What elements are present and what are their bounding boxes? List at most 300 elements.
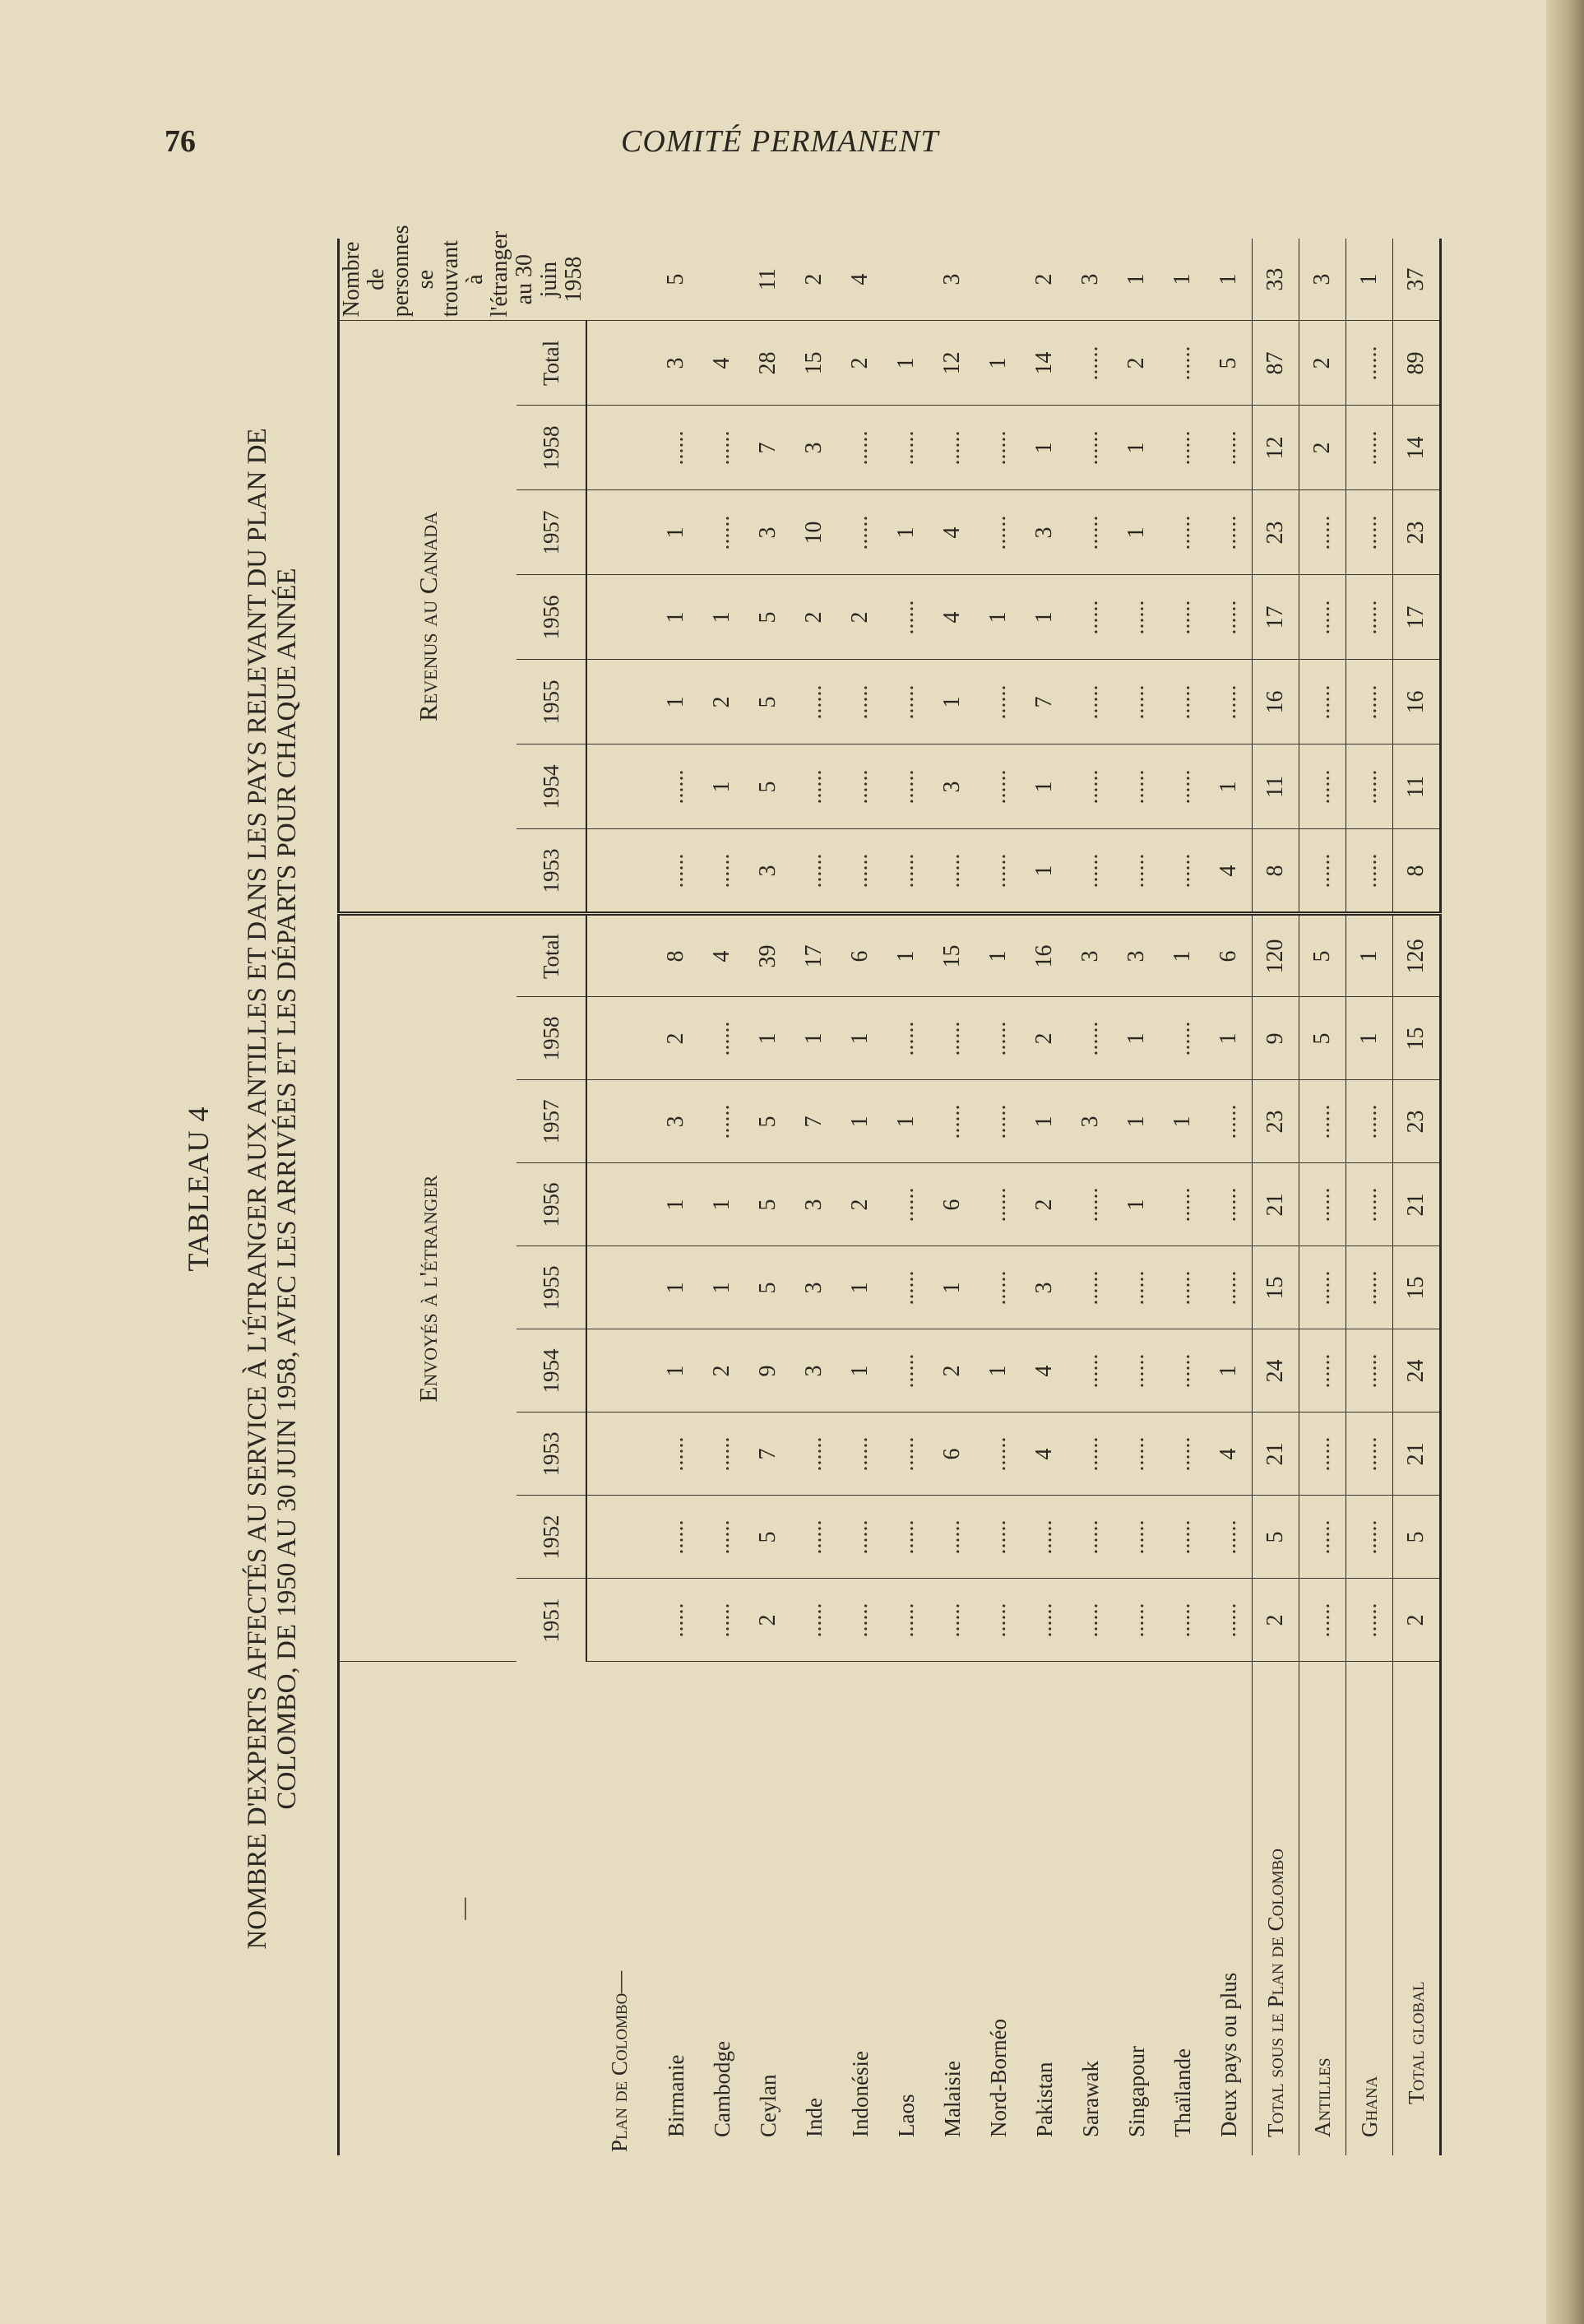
empty-mark: ...... bbox=[1169, 600, 1195, 635]
returned-value-cell bbox=[1346, 490, 1393, 575]
empty-mark: ...... bbox=[847, 684, 873, 720]
empty-mark: ...... bbox=[1309, 1603, 1335, 1638]
sent-value-cell bbox=[1346, 1246, 1393, 1329]
sent-value-cell: 3 bbox=[1114, 914, 1160, 997]
sent-year-header: 1957 bbox=[516, 1080, 586, 1163]
empty-mark: ...... bbox=[1077, 430, 1103, 466]
sent-value-cell: 5 bbox=[1393, 1496, 1441, 1579]
returned-value-cell bbox=[1068, 406, 1114, 490]
table-row bbox=[1160, 239, 1206, 2155]
returned-value-cell bbox=[883, 829, 929, 914]
empty-mark: ...... bbox=[847, 1603, 873, 1638]
table-row bbox=[929, 239, 975, 2155]
sent-value-cell bbox=[1114, 1496, 1160, 1579]
returned-value-cell bbox=[1206, 575, 1253, 660]
returned-value-cell bbox=[929, 406, 975, 490]
returned-value-cell bbox=[837, 660, 883, 745]
returned-value-cell bbox=[883, 745, 929, 829]
sent-value-cell: 5 bbox=[745, 1496, 791, 1579]
group-header-sent: Envoyés à l'étranger bbox=[339, 914, 517, 1662]
table-row bbox=[1114, 239, 1160, 2155]
returned-year-header: 1957 bbox=[516, 490, 586, 575]
empty-mark: ...... bbox=[1309, 1353, 1335, 1389]
empty-mark: ...... bbox=[1356, 1519, 1382, 1555]
empty-mark: ...... bbox=[1356, 1436, 1382, 1472]
row-label: Cambodge bbox=[709, 2041, 734, 2137]
sent-value-cell: 3 bbox=[653, 1080, 699, 1163]
sent-value-cell: 5 bbox=[745, 1080, 791, 1163]
sent-value-cell bbox=[883, 1163, 929, 1246]
sent-value-cell: 1 bbox=[1160, 1080, 1206, 1163]
persons-abroad-cell: 1 bbox=[1160, 239, 1206, 321]
returned-value-cell: 1 bbox=[1021, 575, 1068, 660]
sent-value-cell: 6 bbox=[1206, 914, 1253, 997]
sent-value-cell: 5 bbox=[745, 1246, 791, 1329]
sent-value-cell: 23 bbox=[1393, 1080, 1441, 1163]
persons-abroad-cell: 11 bbox=[745, 239, 791, 321]
returned-value-cell bbox=[1346, 745, 1393, 829]
empty-mark: ...... bbox=[1309, 1436, 1335, 1472]
row-label: Total sous le Plan de Colombo bbox=[1253, 1662, 1299, 2155]
sent-value-cell bbox=[1299, 1412, 1346, 1496]
table-row bbox=[883, 239, 929, 2155]
sent-value-cell bbox=[1068, 1579, 1114, 1662]
table-row bbox=[745, 239, 791, 2155]
sent-value-cell bbox=[883, 1329, 929, 1412]
returned-value-cell: 4 bbox=[929, 490, 975, 575]
empty-mark: ...... bbox=[893, 769, 919, 805]
empty-mark: ...... bbox=[1169, 346, 1195, 381]
table-body bbox=[586, 239, 1441, 2155]
empty-mark: ...... bbox=[893, 1436, 919, 1472]
empty-mark: ...... bbox=[1077, 1270, 1103, 1306]
persons-abroad-cell: 3 bbox=[1299, 239, 1346, 321]
sent-value-cell: 1 bbox=[653, 1163, 699, 1246]
row-label: Thaïlande bbox=[1169, 2048, 1195, 2137]
returned-value-cell: 2 bbox=[1114, 321, 1160, 406]
returned-value-cell bbox=[653, 745, 699, 829]
table-row bbox=[1393, 239, 1441, 2155]
returned-value-cell bbox=[837, 490, 883, 575]
empty-mark: ...... bbox=[663, 853, 688, 888]
persons-abroad-cell: 37 bbox=[1393, 239, 1441, 321]
row-label: Sarawak bbox=[1077, 2061, 1103, 2137]
sent-value-cell: 21 bbox=[1393, 1163, 1441, 1246]
empty-mark: ...... bbox=[1356, 346, 1382, 381]
empty-mark: ...... bbox=[663, 1436, 688, 1472]
persons-abroad-cell: 2 bbox=[1021, 239, 1068, 321]
blank-cell bbox=[586, 1329, 653, 1412]
empty-mark: ...... bbox=[1169, 853, 1195, 888]
empty-mark: ...... bbox=[985, 853, 1011, 888]
table-row bbox=[1068, 239, 1114, 2155]
sent-value-cell bbox=[975, 1412, 1021, 1496]
sent-value-cell bbox=[883, 1579, 929, 1662]
returned-value-cell: 3 bbox=[745, 829, 791, 914]
sent-value-cell bbox=[699, 1496, 745, 1579]
sent-value-cell: 1 bbox=[653, 1246, 699, 1329]
sent-value-cell: 3 bbox=[1068, 1080, 1114, 1163]
sent-value-cell bbox=[975, 1246, 1021, 1329]
returned-value-cell: 16 bbox=[1253, 660, 1299, 745]
sent-value-cell: 7 bbox=[745, 1412, 791, 1496]
returned-year-header: 1953 bbox=[516, 829, 586, 914]
returned-value-cell bbox=[1114, 829, 1160, 914]
table-row bbox=[837, 239, 883, 2155]
empty-mark: ...... bbox=[1123, 1603, 1149, 1638]
returned-value-cell bbox=[699, 406, 745, 490]
returned-value-cell bbox=[1160, 575, 1206, 660]
returned-value-cell: 17 bbox=[1253, 575, 1299, 660]
persons-abroad-cell: 3 bbox=[929, 239, 975, 321]
row-label: Ghana bbox=[1346, 1662, 1393, 2155]
empty-mark: ...... bbox=[1216, 1104, 1241, 1139]
sent-year-header: 1956 bbox=[516, 1163, 586, 1246]
empty-mark: ...... bbox=[1309, 684, 1335, 720]
empty-mark: ...... bbox=[1216, 515, 1241, 550]
sent-value-cell: 4 bbox=[1021, 1412, 1068, 1496]
returned-value-cell: 1 bbox=[883, 490, 929, 575]
sent-value-cell: 15 bbox=[1393, 997, 1441, 1080]
sent-value-cell: 5 bbox=[1299, 914, 1346, 997]
sent-value-cell bbox=[1299, 1329, 1346, 1412]
sent-value-cell: 15 bbox=[1393, 1246, 1441, 1329]
empty-mark: ...... bbox=[1356, 1603, 1382, 1638]
persons-abroad-cell: 1 bbox=[1206, 239, 1253, 321]
empty-mark: ...... bbox=[985, 1519, 1011, 1555]
blank-cell bbox=[586, 406, 653, 490]
sent-value-cell bbox=[929, 1080, 975, 1163]
sent-value-cell: 5 bbox=[1299, 997, 1346, 1080]
returned-value-cell: 1 bbox=[1114, 406, 1160, 490]
sent-value-cell bbox=[1114, 1246, 1160, 1329]
sent-value-cell: 4 bbox=[1206, 1412, 1253, 1496]
returned-value-cell bbox=[1068, 660, 1114, 745]
returned-value-cell bbox=[1160, 321, 1206, 406]
sent-value-cell: 1 bbox=[883, 914, 929, 997]
sent-value-cell bbox=[1299, 1080, 1346, 1163]
sent-value-cell: 2 bbox=[1253, 1579, 1299, 1662]
empty-mark: ...... bbox=[1077, 1353, 1103, 1389]
empty-mark: ...... bbox=[1356, 684, 1382, 720]
sent-value-cell bbox=[791, 1496, 837, 1579]
returned-year-header: 1956 bbox=[516, 575, 586, 660]
returned-value-cell: 23 bbox=[1253, 490, 1299, 575]
empty-mark: ...... bbox=[1123, 1436, 1149, 1472]
empty-mark: ...... bbox=[939, 1104, 965, 1139]
sent-value-cell: 15 bbox=[929, 914, 975, 997]
sent-value-cell bbox=[1346, 1329, 1393, 1412]
returned-value-cell bbox=[1160, 829, 1206, 914]
empty-mark: ...... bbox=[1356, 1270, 1382, 1306]
empty-mark: ...... bbox=[1077, 769, 1103, 805]
returned-value-cell bbox=[1160, 660, 1206, 745]
empty-mark: ...... bbox=[1169, 1519, 1195, 1555]
sent-value-cell: 1 bbox=[1114, 1163, 1160, 1246]
empty-mark: ...... bbox=[1077, 1603, 1103, 1638]
blank-cell bbox=[586, 239, 653, 321]
sent-value-cell bbox=[1299, 1579, 1346, 1662]
empty-mark: ...... bbox=[1077, 515, 1103, 550]
persons-abroad-cell bbox=[699, 239, 745, 321]
returned-value-cell: 1 bbox=[1206, 745, 1253, 829]
sent-value-cell bbox=[699, 1579, 745, 1662]
sent-value-cell: 21 bbox=[1253, 1163, 1299, 1246]
empty-mark: ...... bbox=[1309, 1270, 1335, 1306]
sent-value-cell: 1 bbox=[653, 1329, 699, 1412]
empty-mark: ...... bbox=[847, 430, 873, 466]
sent-value-cell bbox=[929, 1579, 975, 1662]
sent-year-header: 1953 bbox=[516, 1412, 586, 1496]
returned-value-cell: 15 bbox=[791, 321, 837, 406]
empty-mark: ...... bbox=[1123, 769, 1149, 805]
row-label: Inde bbox=[801, 2098, 827, 2137]
sent-value-cell: 3 bbox=[791, 1246, 837, 1329]
empty-mark: ...... bbox=[1356, 1187, 1382, 1222]
empty-mark: ...... bbox=[939, 1603, 965, 1638]
returned-value-cell: 2 bbox=[837, 575, 883, 660]
sent-value-cell: 23 bbox=[1253, 1080, 1299, 1163]
empty-mark: ...... bbox=[1123, 1353, 1149, 1389]
returned-value-cell: 1 bbox=[1021, 829, 1068, 914]
returned-value-cell: 2 bbox=[837, 321, 883, 406]
sent-value-cell bbox=[975, 1496, 1021, 1579]
sent-value-cell bbox=[1299, 1496, 1346, 1579]
sent-value-cell bbox=[1160, 1329, 1206, 1412]
sent-value-cell: 1 bbox=[1206, 997, 1253, 1080]
empty-mark: ...... bbox=[985, 684, 1011, 720]
empty-mark: ...... bbox=[1031, 1603, 1057, 1638]
sent-value-cell bbox=[699, 1080, 745, 1163]
returned-value-cell bbox=[699, 829, 745, 914]
empty-mark: ...... bbox=[985, 1021, 1011, 1056]
sent-value-cell: 2 bbox=[1393, 1579, 1441, 1662]
empty-mark: ...... bbox=[939, 1519, 965, 1555]
empty-mark: ...... bbox=[893, 1021, 919, 1056]
returned-value-cell bbox=[1299, 660, 1346, 745]
empty-mark: ...... bbox=[893, 1603, 919, 1638]
sent-value-cell bbox=[1068, 997, 1114, 1080]
sent-value-cell: 21 bbox=[1393, 1412, 1441, 1496]
returned-value-cell bbox=[883, 575, 929, 660]
sent-value-cell: 2 bbox=[1021, 1163, 1068, 1246]
returned-value-cell: 1 bbox=[975, 321, 1021, 406]
empty-mark: ...... bbox=[1216, 1270, 1241, 1306]
returned-value-cell bbox=[1346, 575, 1393, 660]
sent-value-cell: 2 bbox=[653, 997, 699, 1080]
sent-value-cell bbox=[929, 1496, 975, 1579]
returned-value-cell: 87 bbox=[1253, 321, 1299, 406]
empty-mark: ...... bbox=[893, 1353, 919, 1389]
returned-value-cell bbox=[653, 406, 699, 490]
sent-value-cell: 1 bbox=[975, 1329, 1021, 1412]
returned-value-cell: 12 bbox=[1253, 406, 1299, 490]
running-head: COMITÉ PERMANENT bbox=[621, 124, 939, 159]
returned-value-cell: 28 bbox=[745, 321, 791, 406]
persons-abroad-cell: 1 bbox=[1346, 239, 1393, 321]
empty-mark: ...... bbox=[1077, 346, 1103, 381]
sent-value-cell: 3 bbox=[1021, 1246, 1068, 1329]
sent-value-cell bbox=[1068, 1412, 1114, 1496]
empty-mark: ...... bbox=[893, 1270, 919, 1306]
empty-mark: ...... bbox=[1216, 430, 1241, 466]
sent-value-cell bbox=[1160, 1246, 1206, 1329]
sent-value-cell: 1 bbox=[929, 1246, 975, 1329]
sent-value-cell: 24 bbox=[1253, 1329, 1299, 1412]
blank-cell bbox=[586, 1246, 653, 1329]
sent-value-cell bbox=[791, 1579, 837, 1662]
empty-mark: ...... bbox=[985, 1270, 1011, 1306]
returned-value-cell: 8 bbox=[1253, 829, 1299, 914]
empty-mark: ...... bbox=[1309, 600, 1335, 635]
sent-value-cell: 4 bbox=[1021, 1329, 1068, 1412]
returned-value-cell: 7 bbox=[745, 406, 791, 490]
table-row bbox=[1206, 239, 1253, 2155]
sent-value-cell: 9 bbox=[1253, 997, 1299, 1080]
table-row bbox=[1021, 239, 1068, 2155]
returned-value-cell: 1 bbox=[699, 745, 745, 829]
returned-value-cell bbox=[1114, 745, 1160, 829]
row-label: Indonésie bbox=[847, 2051, 873, 2137]
row-label: Birmanie bbox=[663, 2054, 688, 2137]
sent-value-cell: 1 bbox=[745, 997, 791, 1080]
empty-mark: ...... bbox=[847, 1436, 873, 1472]
empty-mark: ...... bbox=[1356, 853, 1382, 888]
empty-mark: ...... bbox=[1123, 1519, 1149, 1555]
sent-value-cell: 1 bbox=[1160, 914, 1206, 997]
sent-value-cell: 1 bbox=[791, 997, 837, 1080]
table-row bbox=[1299, 239, 1346, 2155]
empty-mark: ...... bbox=[985, 1603, 1011, 1638]
empty-mark: ...... bbox=[985, 1436, 1011, 1472]
returned-value-cell: 3 bbox=[653, 321, 699, 406]
empty-mark: ...... bbox=[1216, 1603, 1241, 1638]
sent-value-cell bbox=[1299, 1163, 1346, 1246]
sent-value-cell bbox=[1346, 1080, 1393, 1163]
empty-mark: ...... bbox=[893, 684, 919, 720]
empty-mark: ...... bbox=[1169, 1270, 1195, 1306]
sent-value-cell: 1 bbox=[699, 1246, 745, 1329]
sent-value-cell: 6 bbox=[929, 1163, 975, 1246]
returned-value-cell: 1 bbox=[699, 575, 745, 660]
empty-mark: ...... bbox=[1309, 1104, 1335, 1139]
returned-value-cell bbox=[1206, 490, 1253, 575]
persons-abroad-cell: 3 bbox=[1068, 239, 1114, 321]
empty-mark: ...... bbox=[847, 853, 873, 888]
returned-value-cell bbox=[975, 745, 1021, 829]
empty-mark: ...... bbox=[663, 430, 688, 466]
group-header-returned: Revenus au Canada bbox=[339, 321, 517, 914]
returned-value-cell: 1 bbox=[883, 321, 929, 406]
sent-value-cell bbox=[1299, 1246, 1346, 1329]
empty-mark: ...... bbox=[1077, 684, 1103, 720]
empty-mark: ...... bbox=[801, 853, 827, 888]
persons-abroad-cell: 33 bbox=[1253, 239, 1299, 321]
returned-value-cell bbox=[1206, 660, 1253, 745]
sent-year-header: 1952 bbox=[516, 1496, 586, 1579]
empty-mark: ...... bbox=[1077, 1187, 1103, 1222]
returned-value-cell bbox=[1068, 490, 1114, 575]
empty-mark: ...... bbox=[1169, 769, 1195, 805]
row-label: Antilles bbox=[1299, 1662, 1346, 2155]
empty-mark: ...... bbox=[893, 853, 919, 888]
sent-value-cell bbox=[653, 1579, 699, 1662]
sent-value-cell: 126 bbox=[1393, 914, 1441, 997]
table-row bbox=[1346, 239, 1393, 2155]
empty-mark: ...... bbox=[709, 853, 734, 888]
sent-value-cell: 2 bbox=[699, 1329, 745, 1412]
sent-value-cell: 9 bbox=[745, 1329, 791, 1412]
sent-value-cell: 1 bbox=[837, 1080, 883, 1163]
empty-mark: ...... bbox=[1216, 1519, 1241, 1555]
empty-mark: ...... bbox=[893, 1519, 919, 1555]
sent-value-cell bbox=[837, 1496, 883, 1579]
returned-value-cell: 3 bbox=[929, 745, 975, 829]
empty-mark: ...... bbox=[939, 430, 965, 466]
returned-value-cell bbox=[975, 490, 1021, 575]
returned-value-cell bbox=[791, 829, 837, 914]
sent-value-cell: 7 bbox=[791, 1080, 837, 1163]
empty-mark: ...... bbox=[709, 1021, 734, 1056]
returned-value-cell: 23 bbox=[1393, 490, 1441, 575]
blank-cell bbox=[586, 1163, 653, 1246]
empty-mark: ...... bbox=[1169, 1436, 1195, 1472]
label-column-header: — bbox=[339, 1662, 587, 2155]
table-row bbox=[1253, 239, 1299, 2155]
sent-value-cell: 2 bbox=[1021, 997, 1068, 1080]
table-title-line-2: COLOMBO, DE 1950 AU 30 JUIN 1958, AVEC LES ARRIVÉES ET LES DÉPARTS POUR CHAQUE ANNÉE bbox=[272, 568, 302, 1810]
returned-value-cell bbox=[1299, 829, 1346, 914]
returned-value-cell: 89 bbox=[1393, 321, 1441, 406]
sent-value-cell: 1 bbox=[1114, 1080, 1160, 1163]
empty-mark: ...... bbox=[1123, 853, 1149, 888]
sent-value-cell: 15 bbox=[1253, 1246, 1299, 1329]
returned-value-cell bbox=[699, 490, 745, 575]
empty-mark: ...... bbox=[801, 684, 827, 720]
empty-mark: ...... bbox=[847, 1519, 873, 1555]
sent-value-cell: 2 bbox=[929, 1329, 975, 1412]
blank-cell bbox=[586, 660, 653, 745]
returned-value-cell bbox=[883, 660, 929, 745]
table-row bbox=[699, 239, 745, 2155]
returned-value-cell bbox=[1114, 660, 1160, 745]
empty-mark: ...... bbox=[801, 1519, 827, 1555]
empty-mark: ...... bbox=[1216, 600, 1241, 635]
returned-value-cell bbox=[883, 406, 929, 490]
returned-value-cell: 1 bbox=[653, 490, 699, 575]
persons-abroad-cell bbox=[975, 239, 1021, 321]
empty-mark: ...... bbox=[709, 1104, 734, 1139]
row-label: Singapour bbox=[1123, 2046, 1149, 2137]
sent-value-cell bbox=[1068, 1246, 1114, 1329]
sent-value-cell: 1 bbox=[837, 997, 883, 1080]
sent-value-cell bbox=[883, 1246, 929, 1329]
sent-value-cell: 1 bbox=[699, 1163, 745, 1246]
returned-value-cell: 1 bbox=[1021, 406, 1068, 490]
returned-year-header: Total bbox=[516, 321, 586, 406]
persons-abroad-cell: 1 bbox=[1114, 239, 1160, 321]
sent-value-cell: 3 bbox=[791, 1163, 837, 1246]
blank-cell bbox=[586, 829, 653, 914]
empty-mark: ...... bbox=[1077, 853, 1103, 888]
persons-abroad-cell bbox=[883, 239, 929, 321]
sent-value-cell bbox=[791, 1412, 837, 1496]
empty-mark: ...... bbox=[1309, 1519, 1335, 1555]
sent-value-cell: 39 bbox=[745, 914, 791, 997]
sent-value-cell: 1 bbox=[1346, 997, 1393, 1080]
returned-value-cell: 5 bbox=[745, 745, 791, 829]
returned-value-cell bbox=[1114, 575, 1160, 660]
